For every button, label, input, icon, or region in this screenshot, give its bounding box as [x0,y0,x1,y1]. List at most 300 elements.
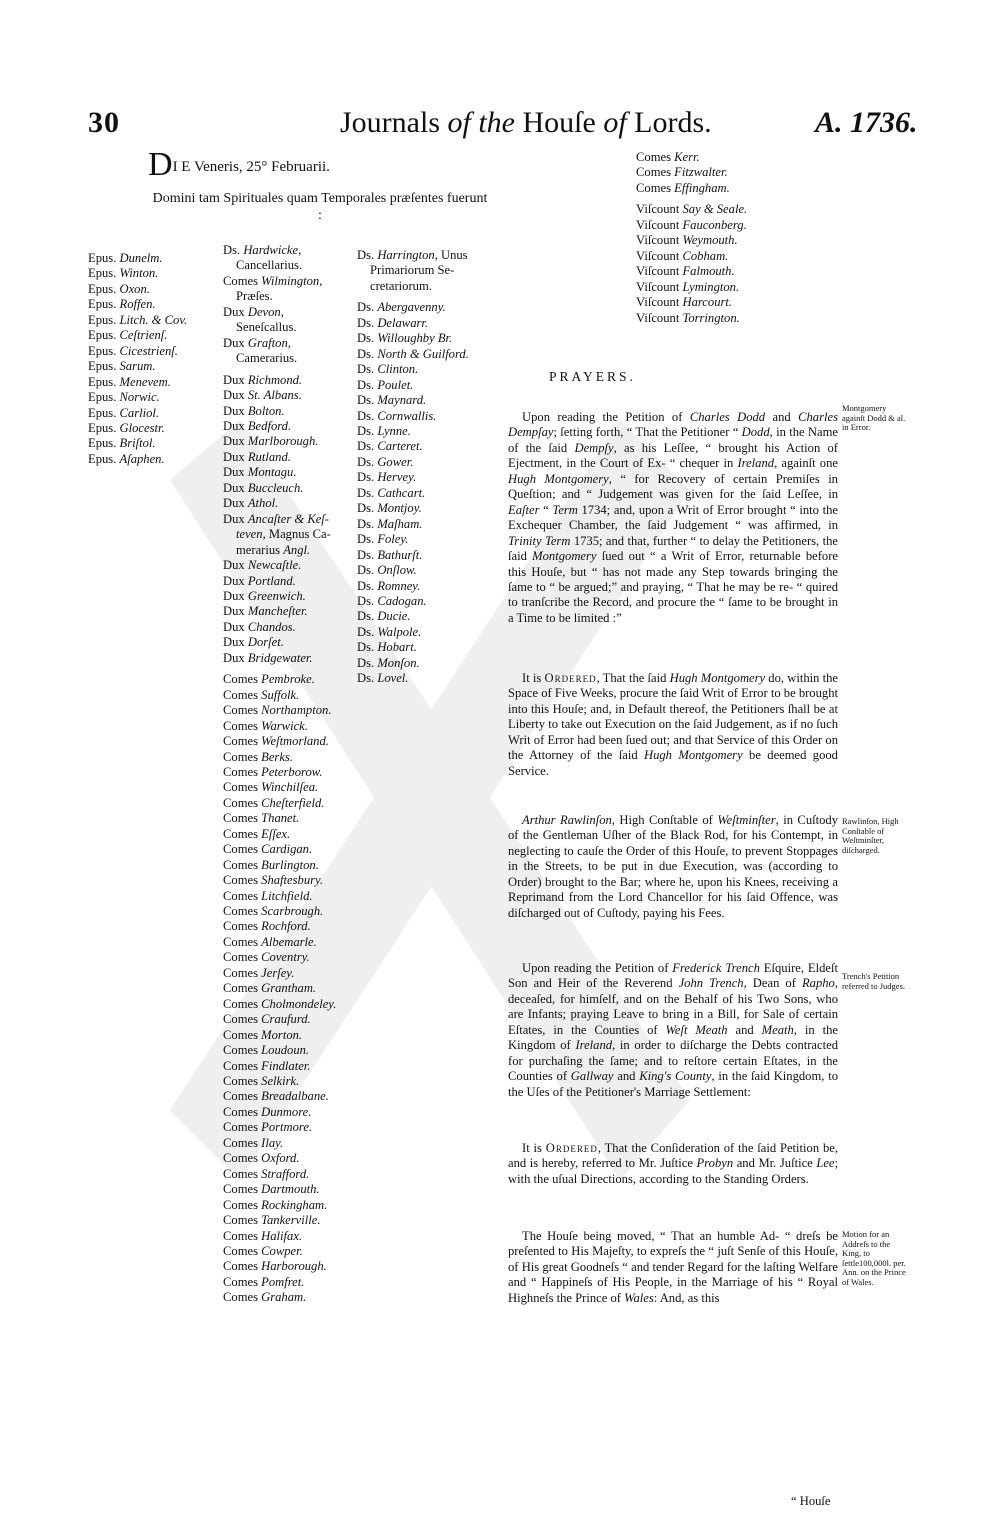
barons-column [357,248,469,687]
title-name: Glocestr. [119,420,165,435]
rank-label: Comes [223,1012,258,1027]
text-run: , in Cuſtody of the Gentleman Uſher of the Black Rod, for his Contempt, in neglecting to cauſe the Order of this Houſe, to prevent Stoppages in the Streets, to be put in due Execution, was (according to Order) brought to the Bar; where he, upon his Knees, receiving a Reprimand from the Lord Chancellor for his ſaid Offence, was diſcharged out of Cuſtody, paying his Fees. [508,813,839,920]
attendee-entry [88,328,187,343]
attendee-entry [223,1213,336,1228]
text-run: and [727,1022,762,1037]
italic-run: Meath [761,1022,794,1037]
rank-label: Viſcount [636,233,680,248]
address-motion-paragraph [508,1229,838,1306]
italic-run: Eaſter [508,502,540,517]
attendee-entry [223,997,336,1012]
attendee-entry [223,465,336,480]
rank-label: Comes [223,687,258,702]
title-name: Greenwich. [247,588,306,603]
rank-label: Epus. [88,374,117,389]
title-name: Tankerville. [261,1213,321,1228]
title-name: Maynard. [377,393,427,408]
title-name: Bridgewater. [247,650,313,665]
attendee-entry [223,373,336,388]
title-name: St. Albans. [247,388,302,403]
rank-label: Comes [223,842,258,857]
title-name: Harborough. [261,1259,327,1274]
attendee-entry [223,672,336,687]
rank-label: Ds. [357,547,375,562]
title-name: Cadogan. [377,593,427,608]
title-name: Warwick. [261,718,308,733]
attendance-heading: Domini tam Spirituales quam Temporales præſentes fuerunt : [152,191,488,223]
attendee-entry [636,150,747,165]
rank-label: Ds. [357,408,375,423]
attendee-entry [357,347,469,362]
title-name: Fitzwalter. [674,165,728,180]
title-name: Carteret. [377,439,423,454]
italic-run: Hugh Montgomery [669,671,766,685]
attendee-entry [357,424,469,439]
rank-label: Ds. [357,377,375,392]
text-run: , in the Kingdom of [508,1022,838,1053]
title-name: Cathcart. [377,485,426,500]
italic-run: Weſtminſter [717,813,776,827]
rank-label: Comes [223,826,258,841]
earls-viscounts-column [636,150,747,326]
rank-label: Comes [223,273,258,288]
rank-label: Comes [223,1043,258,1058]
rank-label: Viſcount [636,264,680,279]
title-name: Onſlow. [377,563,417,578]
attendee-entry [88,282,187,297]
attendee-entry-continued: teven, Magnus Ca- [236,527,331,542]
title-name: Strafford. [261,1166,310,1181]
rank-label: Viſcount [636,202,680,217]
title-name: Lymington. [682,279,740,294]
italic-run: Trinity Term [508,533,571,548]
title-name: Winton. [119,266,159,281]
attendee-entry [223,496,336,511]
title-word: Houſe [522,106,604,139]
title-word: the [478,106,523,139]
rank-label: Dux [223,573,245,588]
office-title: Præſes. [236,289,273,304]
title-name: Coventry. [261,950,310,965]
attendee-entry [636,295,747,310]
rank-label: Comes [223,1089,258,1104]
rank-label: Comes [223,672,258,687]
rank-label: Comes [223,1228,258,1243]
rank-label: Dux [223,558,245,573]
attendee-entry [357,609,469,624]
attendee-entry [223,1012,336,1027]
rank-label: Viſcount [636,217,680,232]
title-name: Buccleuch. [247,480,304,495]
attendee-entry-continued: merarius Angl. [236,542,311,557]
attendee-entry [636,202,747,217]
rank-label: Comes [223,919,258,934]
rank-label: Comes [223,780,258,795]
rank-label: Dux [223,465,245,480]
italic-run: Ireland [575,1038,613,1053]
rank-label: Ds. [357,609,375,624]
attendee-entry [223,1105,336,1120]
rank-label: Dux [223,496,245,511]
attendee-entry [223,604,336,619]
title-name: Grantham. [261,981,317,996]
rank-label: Dux [223,635,245,650]
attendee-entry [223,574,336,589]
text-run: ; with the uſual Directions, according to the Standing Orders. [508,1156,839,1186]
attendee-entry: Dux Ancaſter & Keſ- [223,511,329,526]
attendee-entry [223,904,336,919]
text-run: 1735; and that, further “ to delay the Petitioners, the ſaid [508,533,838,564]
trench-petition-paragraph [508,961,838,1100]
rank-label: Comes [223,934,258,949]
rank-label: Comes [223,888,258,903]
attendee-entry [357,331,469,346]
title-word: of [447,106,479,139]
title-word: Journals [340,106,448,139]
rank-label: Ds. [357,423,375,438]
page-number: 30 [88,106,120,139]
attendee-entry [223,1229,336,1244]
rank-label: Ds. [357,362,375,377]
attendee-entry [357,640,469,655]
attendee-entry [223,558,336,573]
rank-label: Comes [223,981,258,996]
dodd-petition-paragraph [508,410,838,626]
title-name: Montjoy. [377,501,422,516]
rank-label: Ds. [357,516,375,531]
text-run: , High Conſtable of [611,813,718,827]
rank-label: Viſcount [636,279,680,294]
rank-label: Ds. [357,501,375,516]
rank-label: Comes [636,165,671,180]
text-run: , in the Name of the ſaid [508,425,838,455]
attendee-entry [223,1136,336,1151]
title-name: Rutland. [247,449,291,464]
attendee-entry [223,1290,336,1305]
title-name: Sarum. [119,359,156,374]
rank-label: Comes [223,1244,258,1258]
title-name: Berks. [261,749,293,764]
rank-label: Comes [223,1259,258,1274]
attendee-entry [223,780,336,795]
italic-run: Hugh Montgomery [508,471,609,486]
title-name: Grafton, [247,335,291,350]
rank-label: Epus. [88,420,117,435]
attendee-entry [357,486,469,501]
italic-run: Dempſy [574,440,614,455]
title-name: Kerr. [674,150,700,164]
rank-label: Ds. [357,640,375,655]
attendee-entry [88,313,187,328]
rank-label: Comes [636,180,671,195]
rank-label: Comes [223,904,258,919]
rank-label: Ds. [357,315,375,330]
title-name: Athol. [247,496,279,511]
attendee-entry [357,300,469,315]
rank-label: Epus. [88,405,117,420]
rank-label: Ds. [357,346,375,361]
title-name: Portmore. [261,1120,313,1135]
title-name: Jerſey. [261,965,295,980]
rank-label: Comes [636,150,671,164]
italic-run: Frederick Trench [672,961,760,975]
date-line [148,146,330,183]
title-name: Suffolk. [261,687,300,702]
attendee-entry [223,243,336,258]
attendee-entry [223,811,336,826]
italic-run: Dodd [741,425,770,440]
rank-label: Comes [223,1290,258,1305]
title-name: Montagu. [247,465,297,480]
title-name: Hervey. [377,470,417,485]
title-name: Aſaphen. [119,451,165,466]
attendee-entry [223,620,336,635]
attendee-entry [223,1120,336,1135]
rank-label: Ds. [357,393,375,408]
title-name: Cobham. [682,248,729,263]
attendee-entry [88,452,187,467]
rank-label: Ds. [357,470,375,485]
title-name: Bedford. [247,418,292,433]
rank-label: Epus. [88,312,117,327]
rank-label: Comes [223,1213,258,1228]
rank-label: Comes [223,996,258,1011]
text-run: 1734; and, upon a Writ of Error brought “ into the Exchequer Chamber, the ſaid Judgement “ was affirmed, in [508,502,838,533]
small-caps-run: Ordered [544,671,597,685]
attendee-entry [223,842,336,857]
attendee-entry [357,532,469,547]
title-name: Fauconberg. [682,217,747,232]
rank-label: Epus. [88,451,117,466]
rank-label: Dux [223,480,245,495]
title-name: Oxford. [261,1151,300,1166]
title-name: Willoughby Br. [377,331,453,346]
text-run: and [765,410,799,424]
title-name: Rochford. [261,919,311,934]
title-name: Eſſex. [261,826,291,841]
rank-label: Epus. [88,359,117,374]
running-year: A. 1736. [815,106,918,139]
italic-run: King's County [639,1069,712,1084]
title-name: Rockingham. [261,1197,328,1212]
title-name: Shaftesbury. [261,873,324,888]
rank-label: Comes [223,749,258,764]
attendee-entry [357,378,469,393]
title-name: Litch. & Cov. [119,312,188,327]
rank-label: Epus. [88,390,117,405]
title-word: Lords. [634,106,712,139]
text-run: and Mr. Juſtice [733,1156,817,1171]
rank-label: Ds. [357,578,375,593]
text-run: , deceaſed, for himſelf, and on the Behalf of his Two Sons, who are Infants; praying Leave to bring in a Bill, for Sale of certain Eſtates, in the Counties of [508,976,838,1037]
title-name: Winchilſea. [261,780,319,795]
attendee-entry [357,548,469,563]
attendee-entry [357,671,469,686]
attendee-entry [223,966,336,981]
title-name: Northampton. [261,703,332,718]
attendee-entry [223,635,336,650]
italic-run: Arthur Rawlinſon [522,813,612,827]
attendee-entry [223,1043,336,1058]
title-name: Chandos. [247,619,296,634]
attendee-entry [223,1198,336,1213]
rank-label: Comes [223,1104,258,1119]
attendee-entry [223,336,336,351]
rank-label: Dux [223,418,245,433]
text-run: , That the ſaid [596,671,670,685]
italic-run: Charles Dodd [689,410,766,424]
title-name: Say & Seale. [682,202,748,217]
title-name: Cowper. [261,1244,303,1258]
rank-label: Dux [223,388,245,403]
attendee-entry [223,919,336,934]
title-name: Cholmondeley. [261,996,337,1011]
attendee-entry [223,1259,336,1274]
text-run: , againſt one [774,456,838,471]
title-name: Pembroke. [261,672,315,687]
rank-label: Comes [223,811,258,826]
attendee-entry [223,651,336,666]
attendee-entry [88,436,187,451]
text-run: : And, as this [653,1290,720,1305]
title-name: Newcaſtle. [247,558,302,573]
title-name: Clinton. [377,362,419,377]
text-run: , Dean of [743,976,802,991]
italic-run: Lee [816,1156,835,1171]
rank-label: Epus. [88,436,117,451]
title-name: Foley. [377,532,409,547]
attendee-entry [223,1275,336,1290]
text-run: Upon reading the Petition of [522,961,673,975]
title-name: Briſtol. [119,436,156,451]
rank-label: Comes [223,1058,258,1073]
attendee-entry [223,1151,336,1166]
title-name: Walpole. [377,624,422,639]
italic-run: Montgomery [532,549,597,564]
rank-label: Dux [223,604,245,619]
title-name: Abergavenny. [377,300,446,315]
title-name: Weymouth. [682,233,738,248]
title-name: Bathurſt. [377,547,423,562]
rank-label: Viſcount [636,248,680,263]
title-name: Monſon. [377,655,420,670]
attendee-entry [223,935,336,950]
rank-label: Comes [223,873,258,888]
text-run: ſued out “ a Writ of Error, returnable before this Houſe, but “ has not made any Step towards bringing the ſame to “ be argued;” and praying, “ That he may be re- “ quired to tranſcribe the Record, and procure the “ ſame to be brought in a Time to be limited :” [508,549,838,625]
title-name: Dunmore. [261,1104,312,1119]
rank-label: Ds. [223,243,241,257]
attendee-entry [357,362,469,377]
attendee-entry [223,450,336,465]
rank-label: Ds. [357,532,375,547]
rank-label: Ds. [357,671,375,686]
title-name: Maſham. [377,516,423,531]
text-run: , That the Conſideration of the ſaid Petition be, and is hereby, referred to Mr. Juſtice [508,1141,838,1171]
attendee-entry [223,1074,336,1089]
text-run: , “ for Recovery of certain Premiſes in Queſtion; and “ Judgement was given for the ſaid Leſſee, in [508,471,838,502]
text-run: do, within the Space of Five Weeks, procure the ſaid Writ of Error to be brought into this Houſe; and, in Default thereof, the Petitioners ſhall be at Liberty to take out Execution on the ſaid Judgement, as if no ſuch Writ of Error had been ſued out; and that Service of this Order on the Attorney of the ſaid [508,671,838,763]
attendee-entry [636,218,747,233]
text-run: be deemed good Service. [508,748,838,778]
attendee-entry [357,470,469,485]
attendee-entry [636,165,747,180]
attendee-entry [223,873,336,888]
title-name: Wilmington, [261,273,323,288]
title-name: Poulet. [377,377,414,392]
title-name: Falmouth. [682,264,735,279]
running-title [340,106,712,140]
italic-run: Charles Dempſay [508,410,838,440]
text-run: The Houſe being moved, “ That an humble Ad- “ dreſs be preſented to His Majeſty, to expreſs the “ juſt Senſe of this Houſe, of His great Goodneſs “ and tender Regard for the laſting Welfare and “ Happineſs of His People, in the Marriage of his “ Royal Highneſs the Prince of [508,1229,838,1305]
margin-note: Motion for an Addreſs to the King, to ſettle100,000l. per. Ann. on the Prince of Wales. [842,1229,906,1287]
title-name: Cardigan. [261,842,313,857]
title-name: Cheſterfield. [261,795,325,810]
title-name: Cornwallis. [377,408,437,423]
attendee-entry [223,1059,336,1074]
trench-order-paragraph [508,1141,838,1187]
title-name: Dorſet. [247,635,284,650]
rank-label: Dux [223,372,245,387]
text-run: and [613,1069,640,1084]
italic-run: Ireland [737,456,775,471]
rank-label: Ds. [357,300,375,315]
rank-label: Comes [223,1166,258,1181]
rank-label: Comes [223,1274,258,1289]
rank-label: Comes [223,965,258,980]
small-caps-run: Ordered [545,1141,598,1155]
attendee-entry [223,1028,336,1043]
attendee-entry [357,439,469,454]
attendee-entry [357,625,469,640]
italic-run: John Trench [678,976,744,991]
title-name: Devon, [247,304,284,319]
rank-label: Comes [223,1182,258,1197]
attendee-entry [357,517,469,532]
rank-label: Comes [223,1151,258,1166]
rank-label: Dux [223,434,245,449]
title-name: North & Guilford. [377,346,469,361]
italic-run: Rapho [801,976,835,991]
title-name: Graham. [261,1290,307,1305]
attendee-entry [223,1182,336,1197]
margin-note: Rawlinſon, High Conſtable of Weſtminſter, diſcharged. [842,816,899,855]
title-name: Hobart. [377,640,417,655]
attendee-entry [223,274,336,289]
attendee-entry [223,950,336,965]
title-name: Ducie. [377,609,411,624]
title-name: Delawarr. [377,315,429,330]
attendee-entry [223,858,336,873]
title-name: Pomfret. [261,1274,305,1289]
text-run: , in order to diſcharge the Debts contracted for purchaſing the ſame; and to reſtore certain Eſtates, in the Counties of [508,1038,838,1084]
attendee-entry [223,750,336,765]
attendee-entry [636,249,747,264]
rawlinson-paragraph [508,813,838,921]
title-name: Dartmouth. [261,1182,320,1197]
bishops-column [88,251,187,467]
title-name: Halifax. [261,1228,303,1243]
rank-label: Comes [223,1027,258,1042]
rank-label: Dux [223,304,245,319]
attendee-entry [88,406,187,421]
attendee-entry [88,375,187,390]
rank-label: Dux [223,335,245,350]
title-name: Ceſtrienſ. [119,328,168,343]
title-name: Albemarle. [261,934,317,949]
rank-label: Dux [223,588,245,603]
attendee-entry [223,734,336,749]
rank-label: Comes [223,950,258,965]
